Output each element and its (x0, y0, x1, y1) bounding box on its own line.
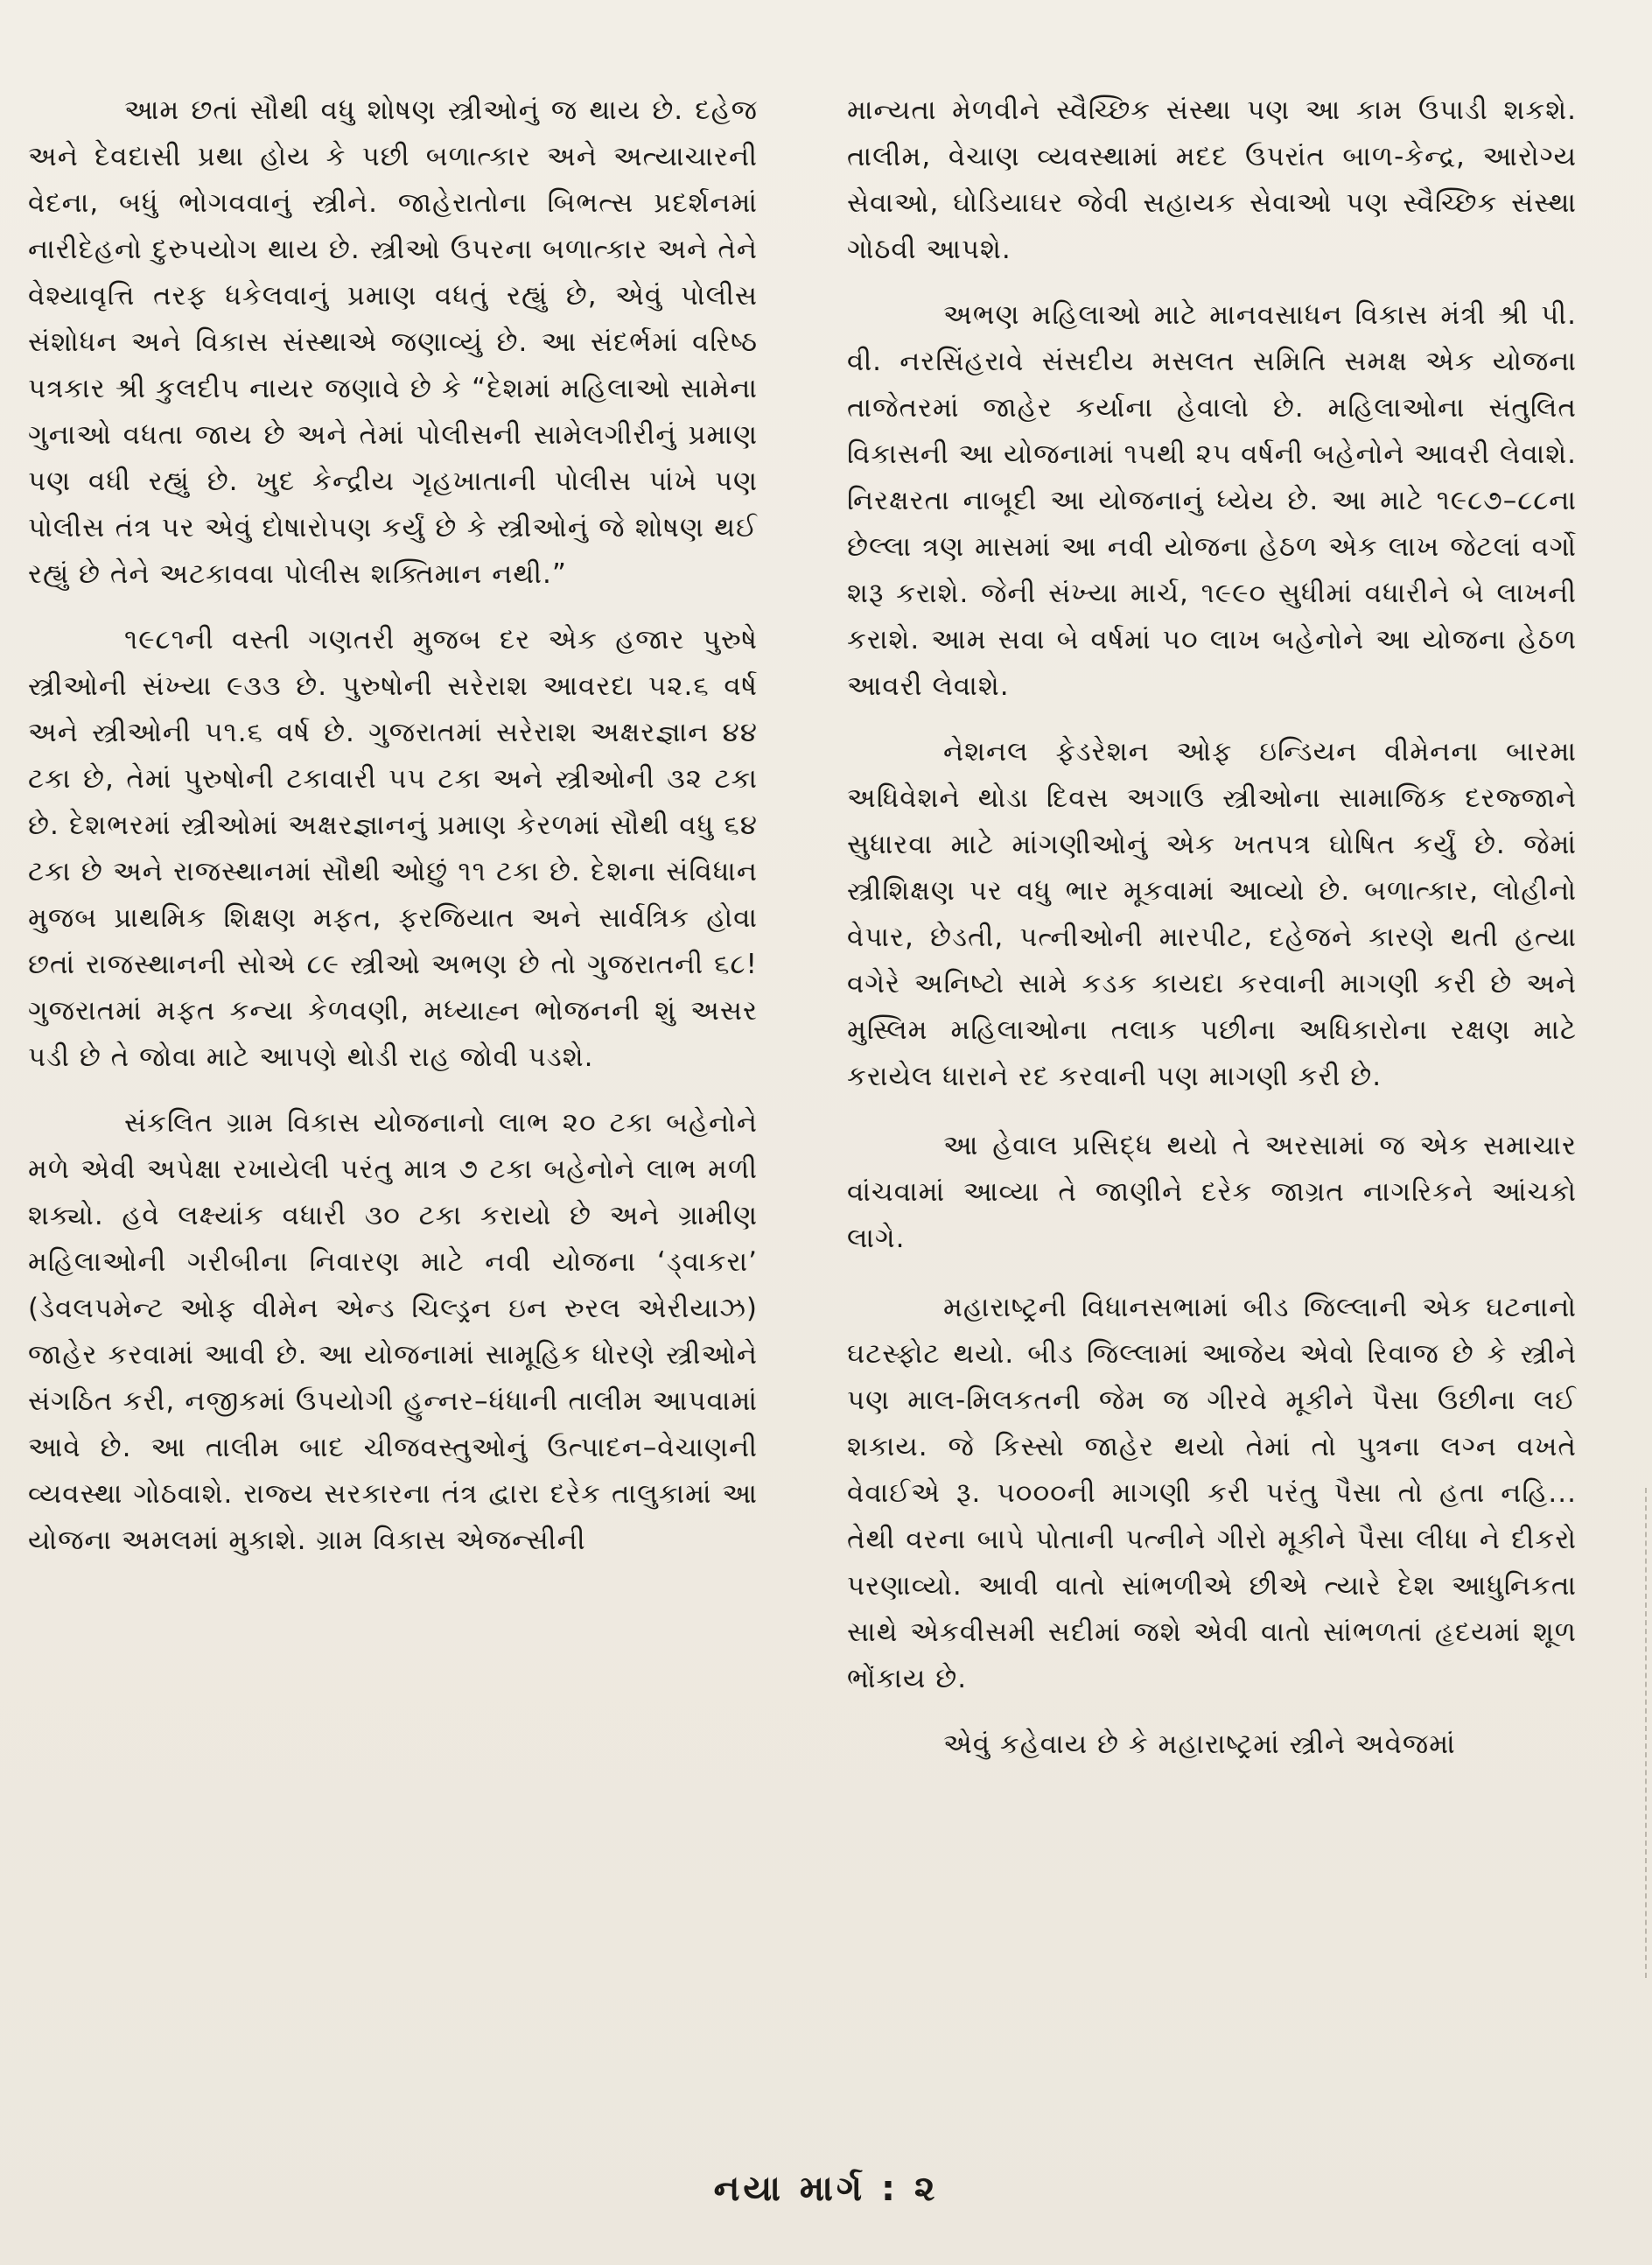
paragraph-voluntary-orgs: માન્યતા મેળવીને સ્વૈચ્છિક સંસ્થા પણ આ કામ ઉપાડી શકશે. તાલીમ, વેચાણ વ્યવસ્થામાં મદદ ઉપરાંત બાળ-કેન્દ્ર, આરોગ્ય સેવાઓ, ઘોડિયાઘર જેવી સહાયક સેવાઓ પણ સ્વૈચ્છિક સંસ્થા ગોઠવી આપશે. (847, 95, 1577, 265)
paragraph-literacy-scheme: અભણ મહિલાઓ માટે માનવસાધન વિકાસ મંત્રી શ્રી પી. વી. નરસિંહરાવે સંસદીય મસલત સમિતિ સમક્ષ એક યોજના તાજેતરમાં જાહેર કર્યાના હેવાલો છે. મહિલાઓના સંતુલિત વિકાસની આ યોજનામાં ૧૫થી ૨૫ વર્ષની બહેનોને આવરી લેવાશે. નિરક્ષરતા નાબૂદી આ યોજનાનું ધ્યેય છે. આ માટે ૧૯૮૭–૮૮ના છેલ્લા ત્રણ માસમાં આ નવી યોજના હેઠળ એક લાખ જેટલાં વર્ગો શરૂ કરાશે. જેની સંખ્યા માર્ચ, ૧૯૯૦ સુધીમાં વધારીને બે લાખની કરાશે. આમ સવા બે વર્ષમાં ૫૦ લાખ બહેનોને આ યોજના હેઠળ આવરી લેવાશે. (847, 299, 1577, 702)
paragraph-rural-scheme: સંકલિત ગ્રામ વિકાસ યોજનાનો લાભ ૨૦ ટકા બહેનોને મળે એવી અપેક્ષા રખાયેલી પરંતુ માત્ર ૭ ટકા બહેનોને લાભ મળી શક્યો. હવે લક્ષ્યાંક વધારી ૩૦ ટકા કરાયો છે અને ગ્રામીણ મહિલાઓની ગરીબીના નિવારણ માટે નવી યોજના ‘ડ્વાકરા’ (ડેવલપમેન્ટ ઓફ વીમેન એન્ડ ચિલ્ડ્રન ઇન રુરલ એરીયાઝ) જાહેર કરવામાં આવી છે. આ યોજનામાં સામૂહિક ધોરણે સ્ત્રીઓને સંગઠિત કરી, નજીકમાં ઉપયોગી હુન્નર–ધંધાની તાલીમ આપવામાં આવે છે. આ તાલીમ બાદ ચીજવસ્તુઓનું ઉત્પાદન–વેચાણની વ્યવસ્થા ગોઠવાશે. રાજ્ય સરકારના તંત્ર દ્વારા દરેક તાલુકામાં આ યોજના અમલમાં મુકાશે. ગ્રામ વિકાસ એજન્સીની (28, 1107, 758, 1556)
paragraph-beed-incident: મહારાષ્ટ્રની વિધાનસભામાં બીડ જિલ્લાની એક ઘટનાનો ઘટસ્ફોટ થયો. બીડ જિલ્લામાં આજેય એવો રિવાજ છે કે સ્ત્રીને પણ માલ-મિલકતની જેમ જ ગીરવે મૂકીને પૈસા ઉછીના લઈ શકાય. જે કિસ્સો જાહેર થયો તેમાં તો પુત્રના લગ્ન વખતે વેવાઈએ રૂ. ૫૦૦૦ની માગણી કરી પરંતુ પૈસા તો હતા નહિ... તેથી વરના બાપે પોતાની પત્નીને ગીરો મૂકીને પૈસા લીધા ને દીકરો પરણાવ્યો. આવી વાતો સાંભળીએ છીએ ત્યારે દેશ આધુનિકતા સાથે એકવીસમી સદીમાં જશે એવી વાતો સાંભળતાં હૃદયમાં શૂળ ભોંકાય છે. (847, 1292, 1577, 1694)
right-column (847, 88, 1577, 2048)
page-edge-marks (1628, 1488, 1647, 1978)
paragraph-federation: નેશનલ ફેડરેશન ઓફ ઇન્ડિયન વીમેનના બારમા અધિવેશને થોડા દિવસ અગાઉ સ્ત્રીઓના સામાજિક દરજ્જાને સુધારવા માટે માંગણીઓનું એક ખતપત્ર ઘોષિત કર્યું છે. જેમાં સ્ત્રીશિક્ષણ પર વધુ ભાર મૂકવામાં આવ્યો છે. બળાત્કાર, લોહીનો વેપાર, છેડતી, પત્નીઓની મારપીટ, દહેજને કારણે થતી હત્યા વગેરે અનિષ્ટો સામે કડક કાયદા કરવાની માગણી કરી છે અને મુસ્લિમ મહિલાઓના તલાક પછીના અધિકારોના રક્ષણ માટે કરાયેલ ધારાને રદ કરવાની પણ માગણી કરી છે. (847, 736, 1577, 1092)
paragraph-census: ૧૯૮૧ની વસ્તી ગણતરી મુજબ દર એક હજાર પુરુષે સ્ત્રીઓની સંખ્યા ૯૩૩ છે. પુરુષોની સરેરાશ આવરદા ૫૨.૬ વર્ષ અને સ્ત્રીઓની ૫૧.૬ વર્ષ છે. ગુજરાતમાં સરેરાશ અક્ષરજ્ઞાન ૪૪ ટકા છે, તેમાં પુરુષોની ટકાવારી ૫૫ ટકા અને સ્ત્રીઓની ૩૨ ટકા છે. દેશભરમાં સ્ત્રીઓમાં અક્ષરજ્ઞાનનું પ્રમાણ કેરળમાં સૌથી વધુ ૬૪ ટકા છે અને રાજસ્થાનમાં સૌથી ઓછું ૧૧ ટકા છે. દેશના સંવિધાન મુજબ પ્રાથમિક શિક્ષણ મફત, ફરજિયાત અને સાર્વત્રિક હોવા છતાં રાજસ્થાનની સોએ ૮૯ સ્ત્રીઓ અભણ છે તો ગુજરાતની ૬૮! ગુજરાતમાં મફત કન્યા કેળવણી, મધ્યાહ્ન ભોજનની શું અસર પડી છે તે જોવા માટે આપણે થોડી રાહ જોવી પડશે. (28, 624, 758, 1073)
page-footer: નયા માર્ગ : ૨ (713, 2169, 939, 2209)
paragraph-news-shock: આ હેવાલ પ્રસિદ્ધ થયો તે અરસામાં જ એક સમાચાર વાંચવામાં આવ્યા તે જાણીને દરેક જાગ્રત નાગરિકને આંચકો લાગે. (847, 1130, 1577, 1254)
paragraph-exploitation: આમ છતાં સૌથી વધુ શોષણ સ્ત્રીઓનું જ થાય છે. દહેજ અને દેવદાસી પ્રથા હોય કે પછી બળાત્કાર અને અત્યાચારની વેદના, બધું ભોગવવાનું સ્ત્રીને. જાહેરાતોના બિભત્સ પ્રદર્શનમાં નારીદેહનો દુરુપયોગ થાય છે. સ્ત્રીઓ ઉપરના બળાત્કાર અને તેને વેશ્યાવૃત્તિ તરફ ધકેલવાનું પ્રમાણ વધતું રહ્યું છે, એવું પોલીસ સંશોધન અને વિકાસ સંસ્થાએ જણાવ્યું છે. આ સંદર્ભમાં વરિષ્ઠ પત્રકાર શ્રી કુલદીપ નાયર જણાવે છે કે “દેશમાં મહિલાઓ સામેના ગુનાઓ વધતા જાય છે અને તેમાં પોલીસની સામેલગીરીનું પ્રમાણ પણ વધી રહ્યું છે. ખુદ કેન્દ્રીય ગૃહખાતાની પોલીસ પાંખે પણ પોલીસ તંત્ર પર એવું દોષારોપણ કર્યું છે કે સ્ત્રીઓનું જે શોષણ થઈ રહ્યું છે તેને અટકાવવા પોલીસ શક્તિમાન નથી.” (28, 95, 758, 590)
left-column (28, 88, 758, 2048)
paragraph-continued: એવું કહેવાય છે કે મહારાષ્ટ્રમાં સ્ત્રીને અવેજમાં (943, 1729, 1456, 1760)
